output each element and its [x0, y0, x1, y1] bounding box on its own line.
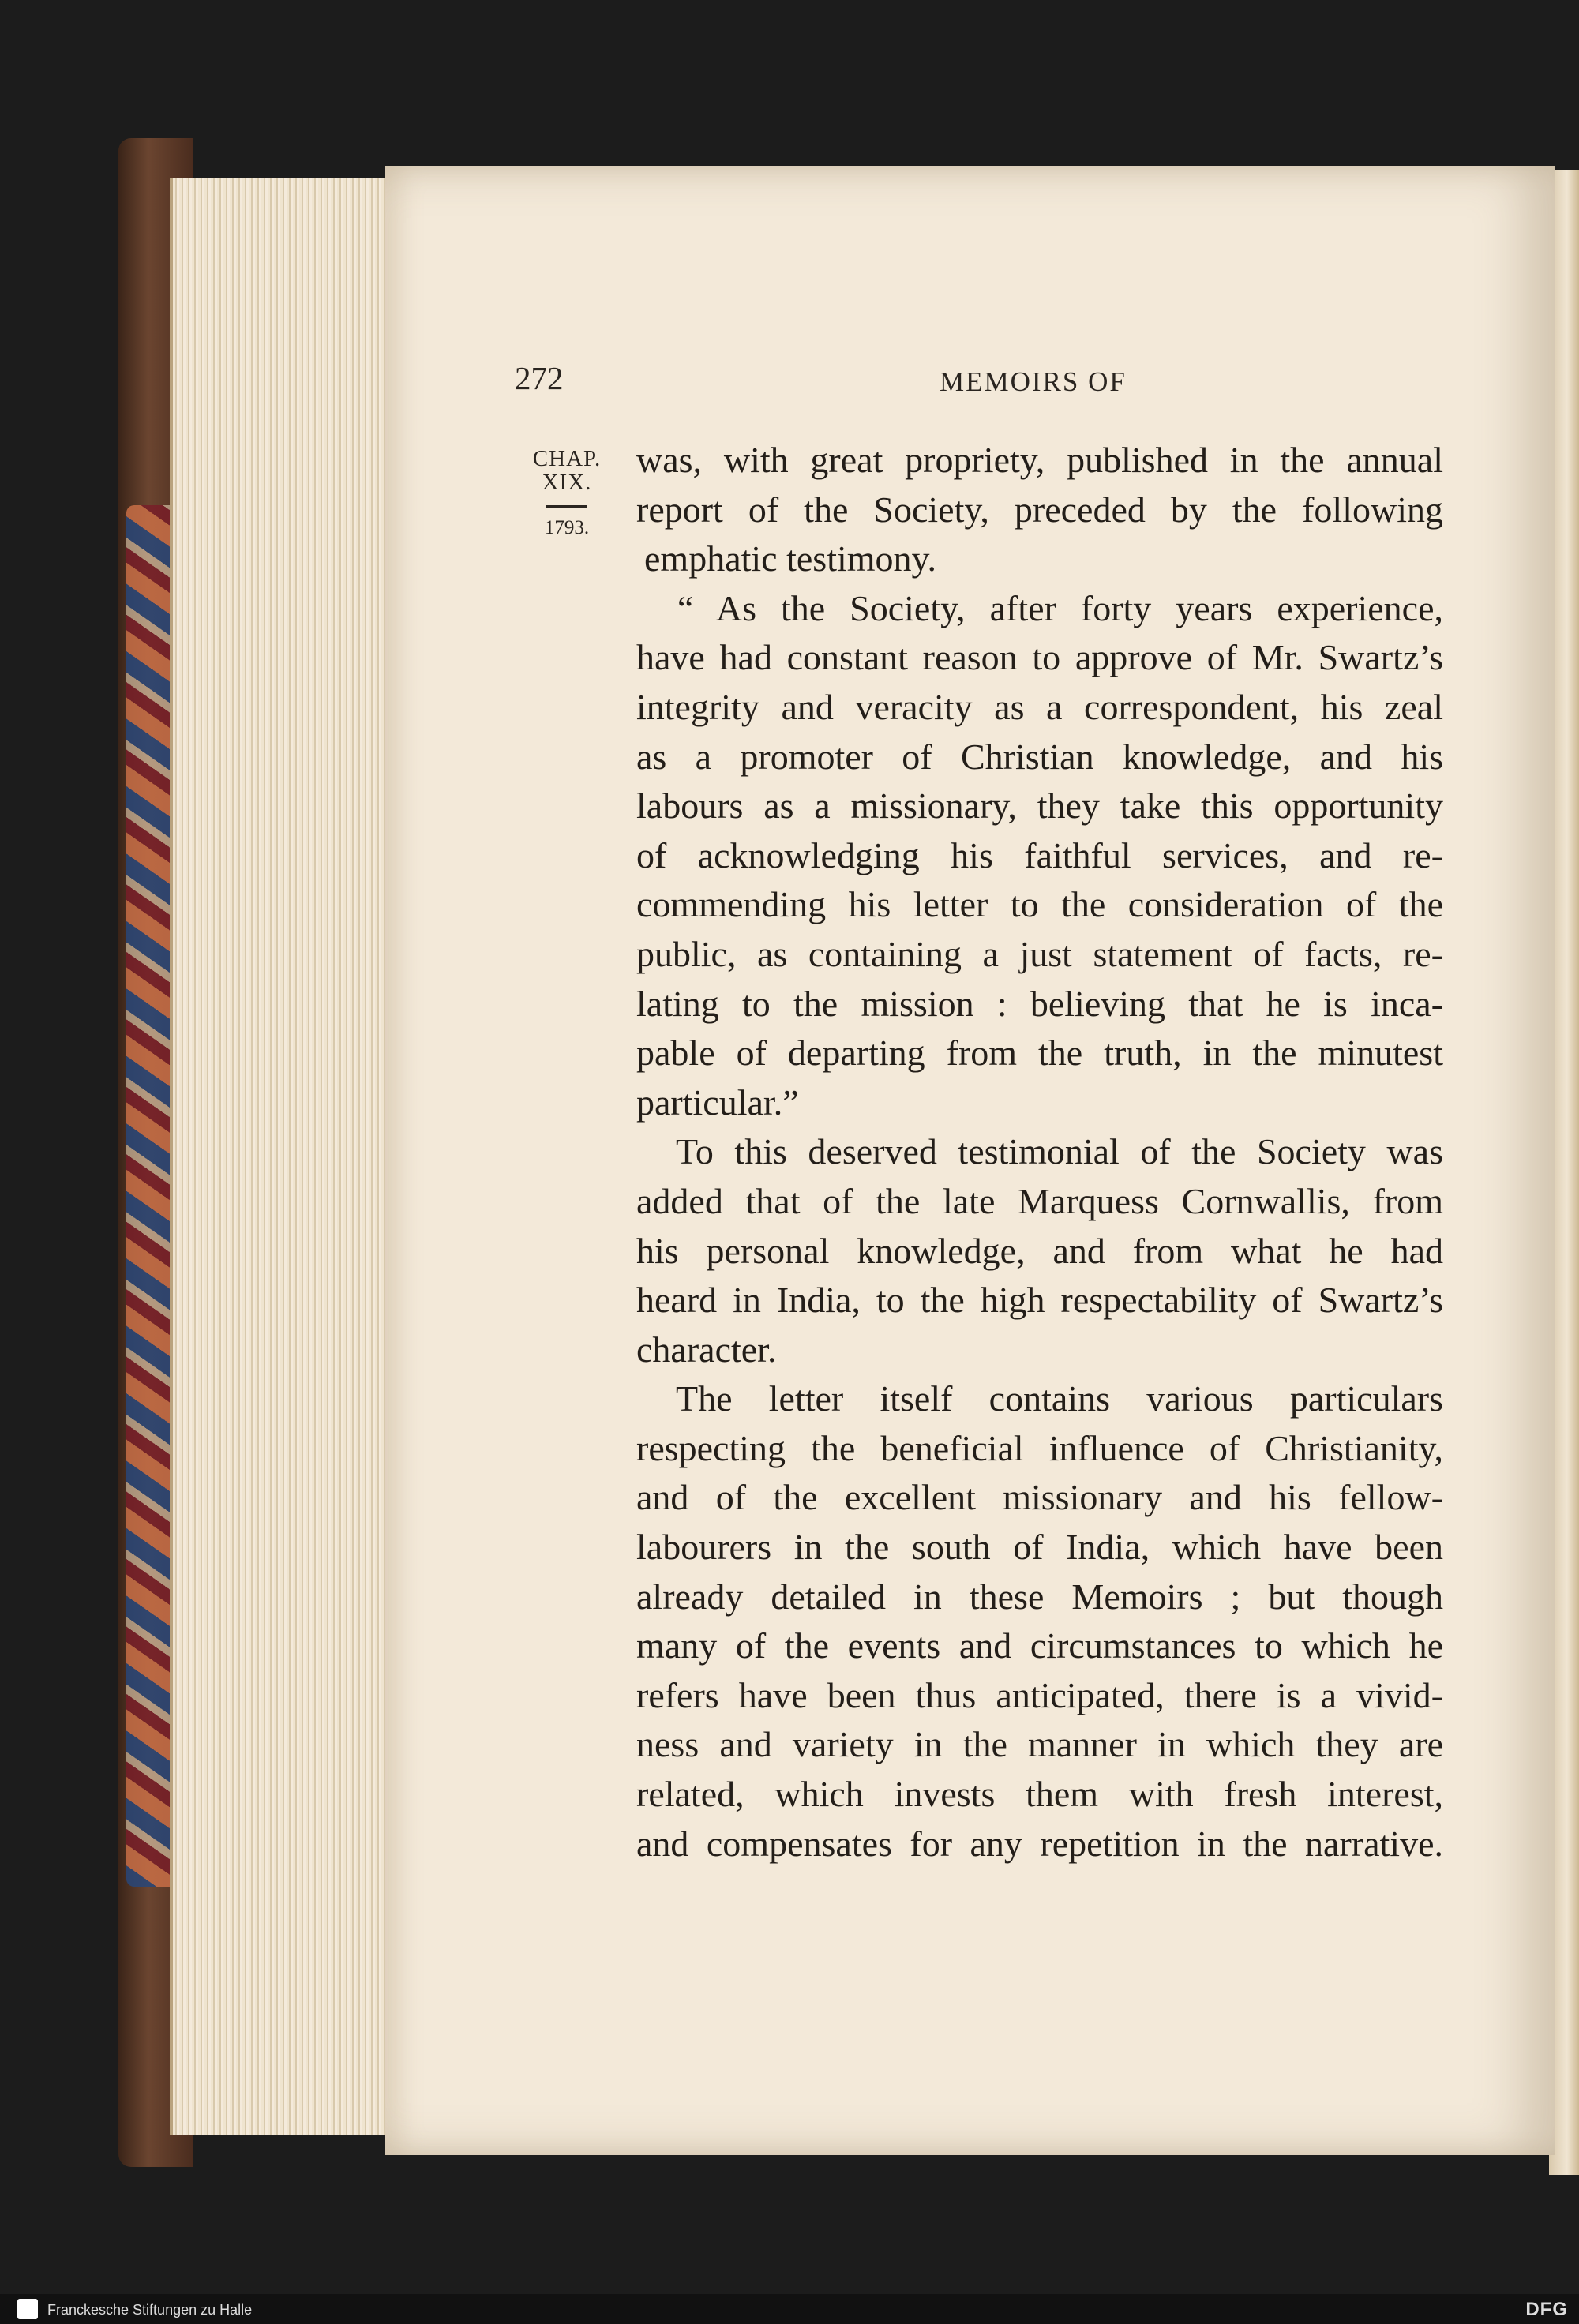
text-line: The letter itself contains various particulars	[676, 1378, 1443, 1419]
institution-name: Franckesche Stiftungen zu Halle	[47, 2302, 253, 2318]
body-text	[636, 436, 1443, 1869]
text-line: integrity and veracity as a correspondent, his zeal	[636, 686, 1443, 727]
text-line: related, which invests them with fresh interest,	[636, 1774, 1443, 1815]
text-line: respecting the beneficial influence of Christianity,	[636, 1427, 1443, 1468]
text-line: many of the events and circumstances to which he	[636, 1625, 1443, 1666]
chapter-label: CHAP.	[532, 446, 602, 471]
text-line: and compensates for any repetition in the narrative.	[636, 1823, 1443, 1864]
page-number: 272	[515, 360, 564, 396]
text-line: was, with great propriety, published in the annual	[636, 440, 1443, 480]
text-line: refers have been thus anticipated, there is a vivid-	[636, 1674, 1443, 1715]
chapter-number: XIX.	[542, 470, 592, 495]
text-line: commending his letter to the consideration of the	[636, 884, 1443, 925]
text-line: of acknowledging his faithful services, and re-	[636, 834, 1443, 875]
text-line: pable of departing from the truth, in the minutest	[636, 1033, 1443, 1074]
margin-rule	[546, 505, 587, 508]
text-line: particular.”	[636, 1081, 799, 1123]
text-line: heard in India, to the high respectability of Swartz’s	[636, 1280, 1443, 1321]
margin-note	[527, 447, 606, 539]
text-line: ness and variety in the manner in which they are	[636, 1724, 1443, 1765]
page-stack	[170, 178, 390, 2135]
text-line: public, as containing a just statement of facts, re-	[636, 933, 1443, 974]
text-line: emphatic testimony.	[644, 538, 937, 579]
funder-logo: DFG	[1525, 2299, 1568, 2320]
text-line: already detailed in these Memoirs ; but though	[636, 1576, 1443, 1617]
text-line: his personal knowledge, and from what he had	[636, 1230, 1443, 1271]
text-line: “ As the Society, after forty years experience,	[677, 587, 1443, 628]
text-line: as a promoter of Christian knowledge, and his	[636, 736, 1443, 777]
running-title: MEMOIRS OF	[940, 366, 1127, 397]
institution-logo-icon	[17, 2299, 38, 2319]
text-line: report of the Society, preceded by the following	[636, 489, 1443, 530]
footer-bar	[0, 2294, 1579, 2324]
text-line: lating to the mission : believing that he is inca-	[636, 983, 1443, 1024]
text-line: have had constant reason to approve of Mr. Swartz’s	[636, 637, 1443, 678]
text-line: labourers in the south of India, which have been	[636, 1527, 1443, 1568]
text-line: character.	[636, 1329, 777, 1370]
text-line: labours as a missionary, they take this opportunity	[636, 785, 1443, 827]
text-line: To this deserved testimonial of the Society was	[676, 1131, 1443, 1172]
margin-year: 1793.	[544, 517, 590, 538]
text-line: and of the excellent missionary and his fellow-	[636, 1477, 1443, 1518]
text-line: added that of the late Marquess Cornwallis, from	[636, 1180, 1443, 1221]
